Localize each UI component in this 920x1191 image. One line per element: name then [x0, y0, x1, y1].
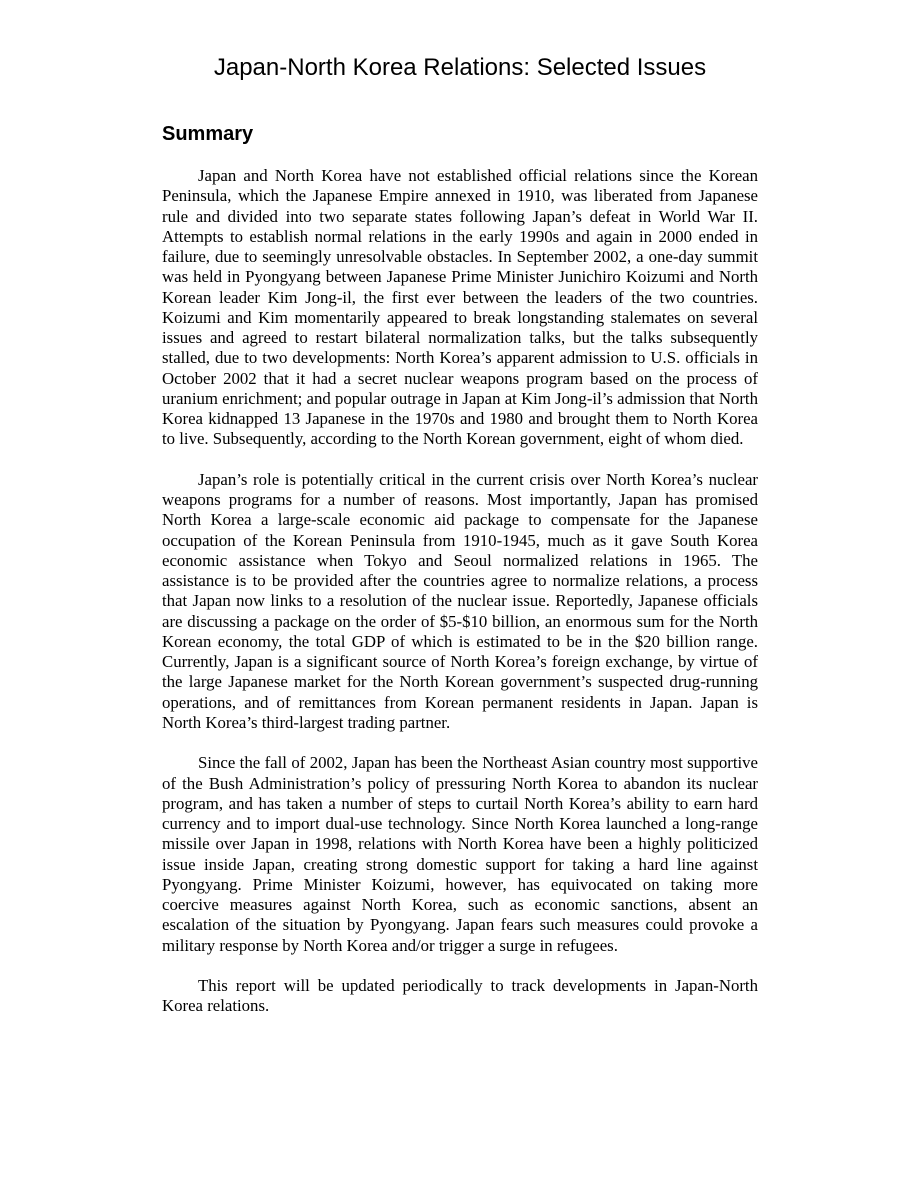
summary-paragraph-3: Since the fall of 2002, Japan has been the Northeast Asian country most supportive of the Bush Administration’s policy of pressuring North Korea to abandon its nuclear program, and has taken a number of steps to curtail North Korea’s ability to earn hard currency and to import dual-use technology. Since North Korea launched a long-range missile over Japan in 1998, relations with North Korea have been a highly politicized issue inside Japan, creating strong domestic support for taking a hard line against Pyongyang. Prime Minister Koizumi, however, has equivocated on taking more coercive measures against North Korea, such as economic sanctions, absent an escalation of the situation by Pyongyang. Japan fears such measures could provoke a military response by North Korea and/or trigger a surge in refugees.: [162, 753, 758, 955]
summary-paragraph-4: This report will be updated periodically to track developments in Japan-North Korea relations.: [162, 976, 758, 1016]
summary-paragraph-1: Japan and North Korea have not established official relations since the Korean Peninsula, which the Japanese Empire annexed in 1910, was liberated from Japanese rule and divided into two separate states following Japan’s defeat in World War II. Attempts to establish normal relations in the early 1990s and again in 2000 ended in failure, due to seemingly unresolvable obstacles. In September 2002, a one-day summit was held in Pyongyang between Japanese Prime Minister Junichiro Koizumi and North Korean leader Kim Jong-il, the first ever between the leaders of the two countries. Koizumi and Kim momentarily appeared to break longstanding stalemates on several issues and agreed to restart bilateral normalization talks, but the talks subsequently stalled, due to two developments: North Korea’s apparent admission to U.S. officials in October 2002 that it had a secret nuclear weapons program based on the process of uranium enrichment; and popular outrage in Japan at Kim Jong-il’s admission that North Korea kidnapped 13 Japanese in the 1970s and 1980 and brought them to North Korea to live. Subsequently, according to the North Korean government, eight of whom died.: [162, 166, 758, 449]
summary-body: [162, 166, 758, 1037]
document-title: Japan-North Korea Relations: Selected Issues: [213, 54, 707, 81]
summary-paragraph-2: Japan’s role is potentially critical in the current crisis over North Korea’s nuclear weapons programs for a number of reasons. Most importantly, Japan has promised North Korea a large-scale economic aid package to compensate for the Japanese occupation of the Korean Peninsula from 1910-1945, much as it gave South Korea economic assistance when Tokyo and Seoul normalized relations in 1965. The assistance is to be provided after the countries agree to normalize relations, a process that Japan now links to a resolution of the nuclear issue. Reportedly, Japanese officials are discussing a package on the order of $5-$10 billion, an enormous sum for the North Korean economy, the total GDP of which is estimated to be in the $20 billion range. Currently, Japan is a significant source of North Korea’s foreign exchange, by virtue of the large Japanese market for the North Korean government’s suspected drug-running operations, and of remittances from Korean permanent residents in Japan. Japan is North Korea’s third-largest trading partner.: [162, 469, 758, 732]
section-heading-summary: Summary: [162, 123, 254, 145]
